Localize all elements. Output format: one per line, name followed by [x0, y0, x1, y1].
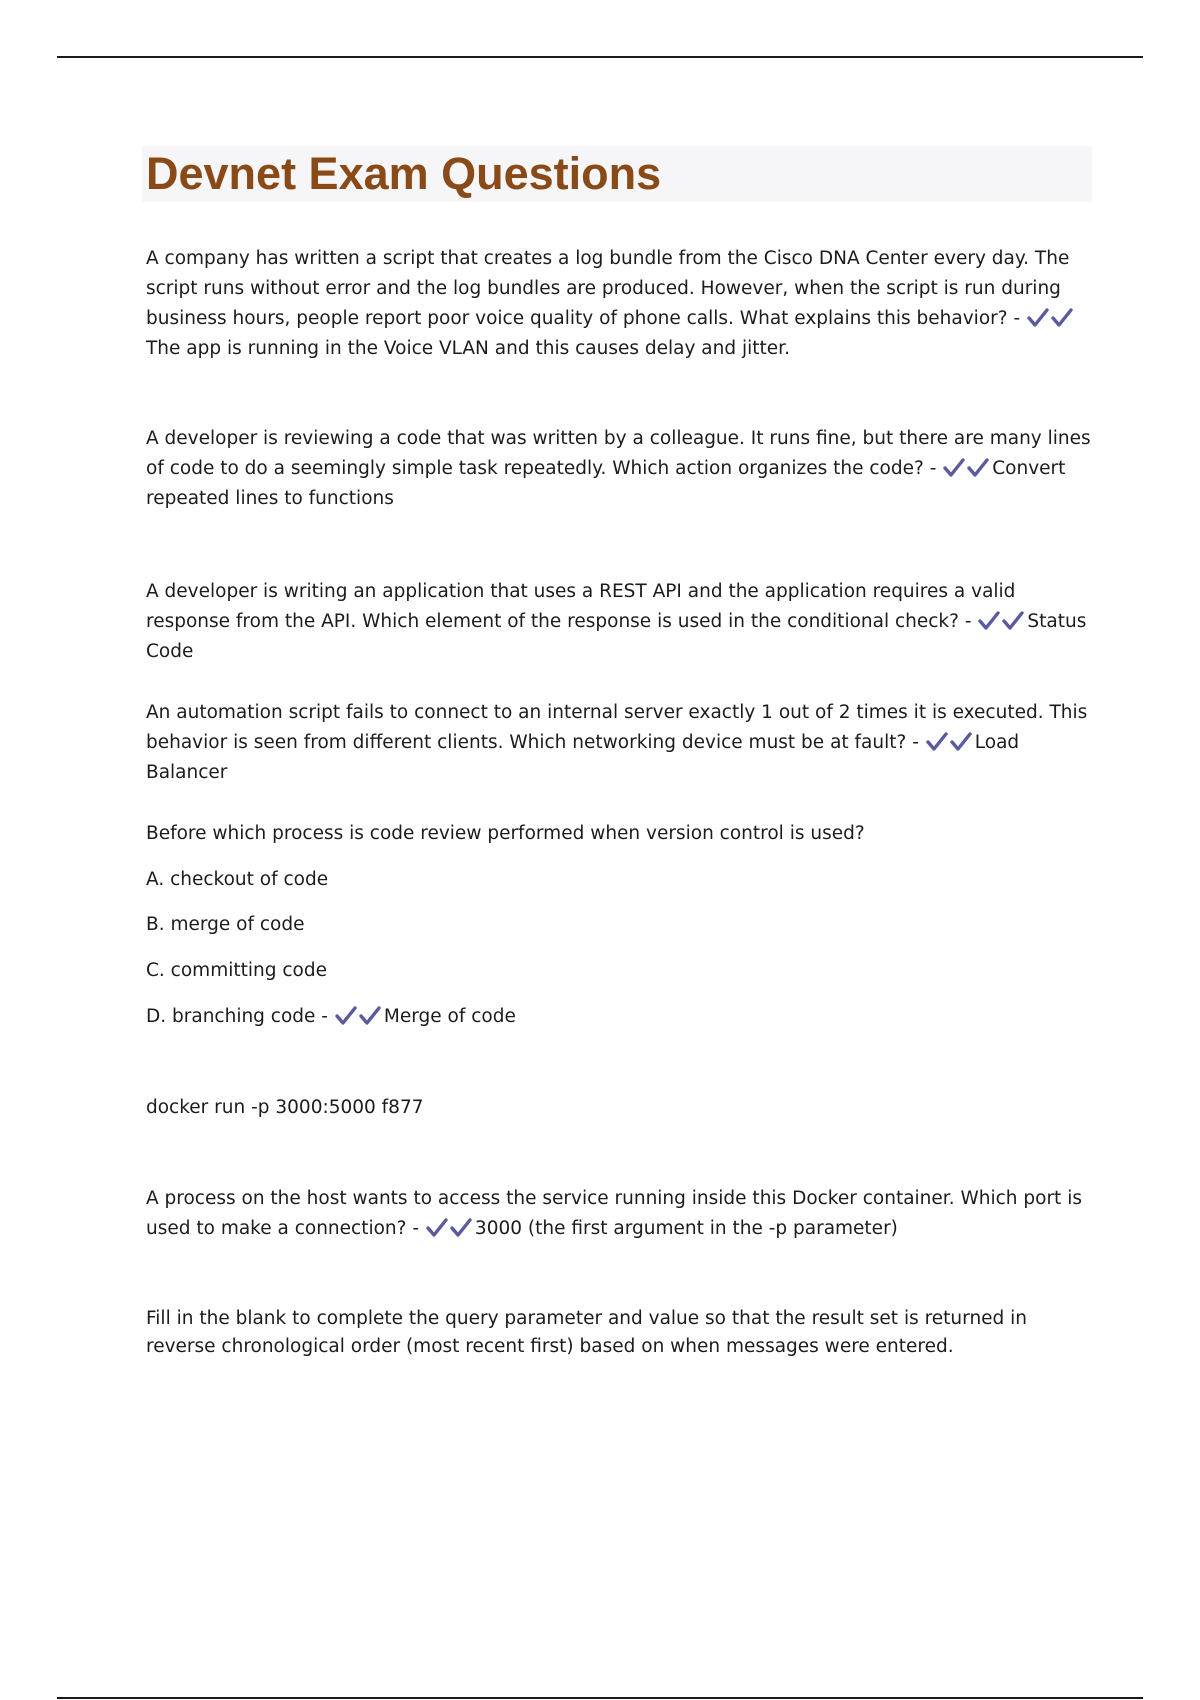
code-line: docker run -p 3000:5000 f877 — [146, 1097, 424, 1118]
question-text: A developer is reviewing a code that was written by a colleague. It runs fine, but there are many lines of code to do a seemingly simple task repeatedly. Which action organizes the code? - — [146, 428, 1091, 479]
double-checkmark-icon — [926, 732, 974, 752]
answer-text: Status Code — [146, 611, 1087, 662]
document-title: Devnet Exam Questions — [146, 148, 662, 199]
question-text: Before which process is code review performed when version control is used? — [146, 823, 865, 844]
option-c: C. committing code — [146, 960, 327, 981]
double-checkmark-icon — [978, 611, 1026, 631]
option-d — [146, 1002, 1096, 1032]
qa-item — [146, 698, 1096, 783]
answer-text: Load Balancer — [146, 732, 1020, 783]
double-checkmark-icon — [426, 1218, 474, 1238]
double-checkmark-icon — [1027, 308, 1075, 328]
question-text: Fill in the blank to complete the query parameter and value so that the result set is returned in reverse chronological order (most recent first) based on when messages were entered. — [146, 1308, 1028, 1357]
question-text: A developer is writing an application that uses a REST API and the application requires a valid response from the API. Which element of the response is used in the conditional check? - — [146, 581, 1016, 632]
answer-text: 3000 (the first argument in the -p parameter) — [474, 1218, 898, 1239]
answer-text: The app is running in the Voice VLAN and this causes delay and jitter. — [146, 338, 790, 359]
question-text: A process on the host wants to access the service running inside this Docker container. Which port is used to make a connection? - — [146, 1188, 1082, 1239]
double-checkmark-icon — [943, 458, 991, 478]
document-body — [146, 244, 1096, 1361]
qa-item — [146, 577, 1096, 662]
double-checkmark-icon — [335, 1006, 383, 1026]
answer-text: Convert repeated lines to functions — [146, 458, 1066, 509]
bottom-rule — [57, 1697, 1143, 1699]
qa-item — [146, 424, 1096, 514]
option-b: B. merge of code — [146, 914, 305, 935]
option-a: A. checkout of code — [146, 869, 329, 890]
question-text: A company has written a script that creates a log bundle from the Cisco DNA Center every day. The script runs without error and the log bundles are produced. However, when the script is run during business hours, people report poor voice quality of phone calls. What explains this behavior? - — [146, 248, 1070, 329]
option-d-text: D. branching code - — [146, 1006, 328, 1027]
qa-item — [146, 1184, 1096, 1244]
qa-item — [146, 244, 1096, 359]
answer-text: Merge of code — [383, 1006, 516, 1027]
qa-item — [146, 1305, 1096, 1361]
top-rule — [57, 56, 1143, 58]
qa-item — [146, 819, 1096, 1032]
question-text: An automation script fails to connect to an internal server exactly 1 out of 2 times it is executed. This behavior is seen from different clients. Which networking device must be at fault? - — [146, 702, 1088, 753]
